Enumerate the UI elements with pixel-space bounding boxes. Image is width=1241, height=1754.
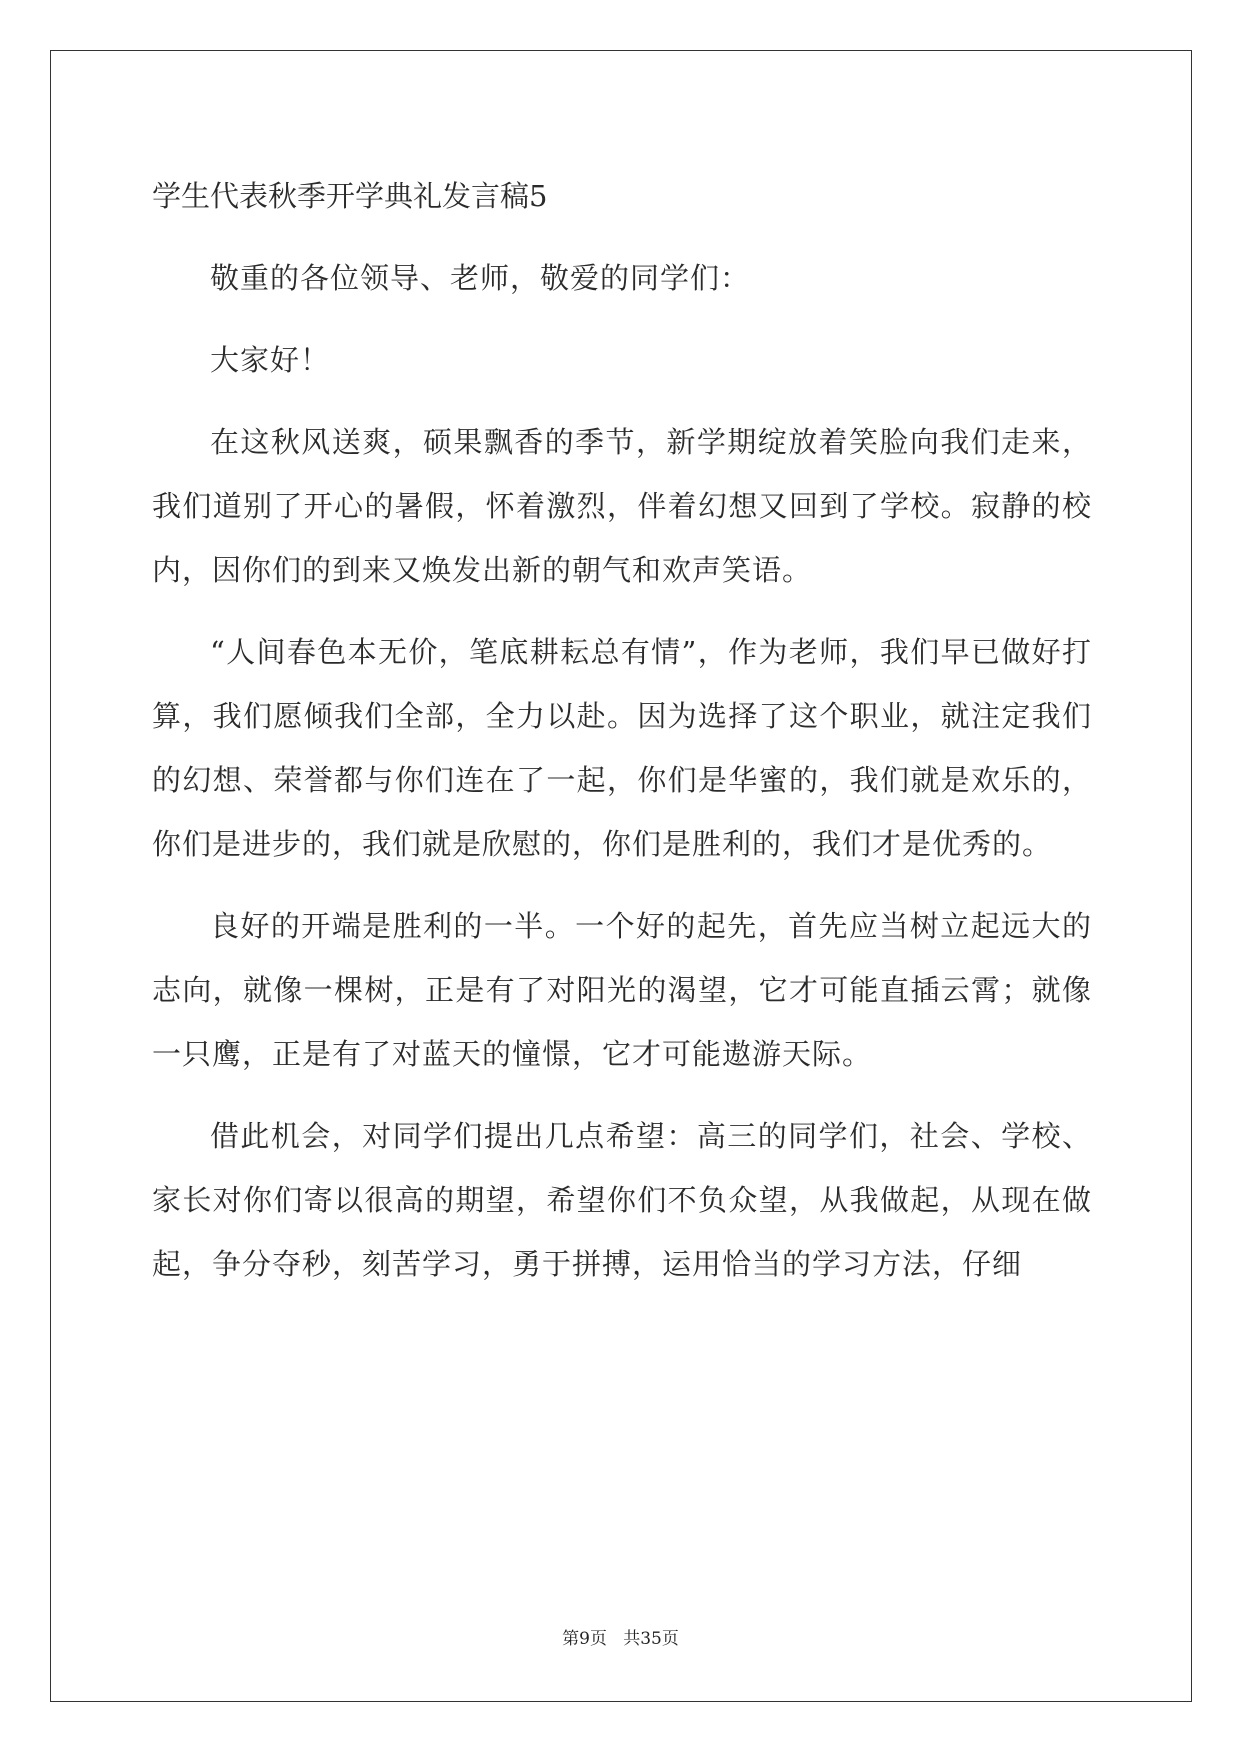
paragraph-4: 借此机会，对同学们提出几点希望：高三的同学们，社会、学校、家长对你们寄以很高的期望，希望你们不负众望，从我做起，从现在做起，争分夺秒，刻苦学习，勇于拼搏，运用恰当的学习方法，仔细 [152,1119,1092,1281]
page-total: 共35页 [623,1629,679,1649]
document-title: 学生代表秋季开学典礼发言稿5 [152,179,548,213]
paragraph-salutation: 敬重的各位领导、老师，敬爱的同学们： [210,261,751,295]
page-footer [0,1624,1241,1649]
paragraph-3: 良好的开端是胜利的一半。一个好的起先，首先应当树立起远大的志向，就像一棵树，正是有了对阳光的渴望，它才可能直插云霄；就像一只鹰，正是有了对蓝天的憧憬，它才可能遨游天际。 [152,909,1092,1071]
paragraph-greeting: 大家好！ [210,343,331,377]
page-number: 第9页 [562,1629,607,1649]
paragraph-2: “人间春色本无价，笔底耕耘总有情”，作为老师，我们早已做好打算，我们愿倾我们全部，全力以赴。因为选择了这个职业，就注定我们的幻想、荣誉都与你们连在了一起，你们是华蜜的，我们就是欢乐的，你们是进步的，我们就是欣慰的，你们是胜利的，我们才是优秀的。 [152,635,1092,861]
document-body [152,164,1092,1314]
paragraph-1: 在这秋风送爽，硕果飘香的季节，新学期绽放着笑脸向我们走来，我们道别了开心的暑假，怀着激烈，伴着幻想又回到了学校。寂静的校内，因你们的到来又焕发出新的朝气和欢声笑语。 [152,425,1092,587]
